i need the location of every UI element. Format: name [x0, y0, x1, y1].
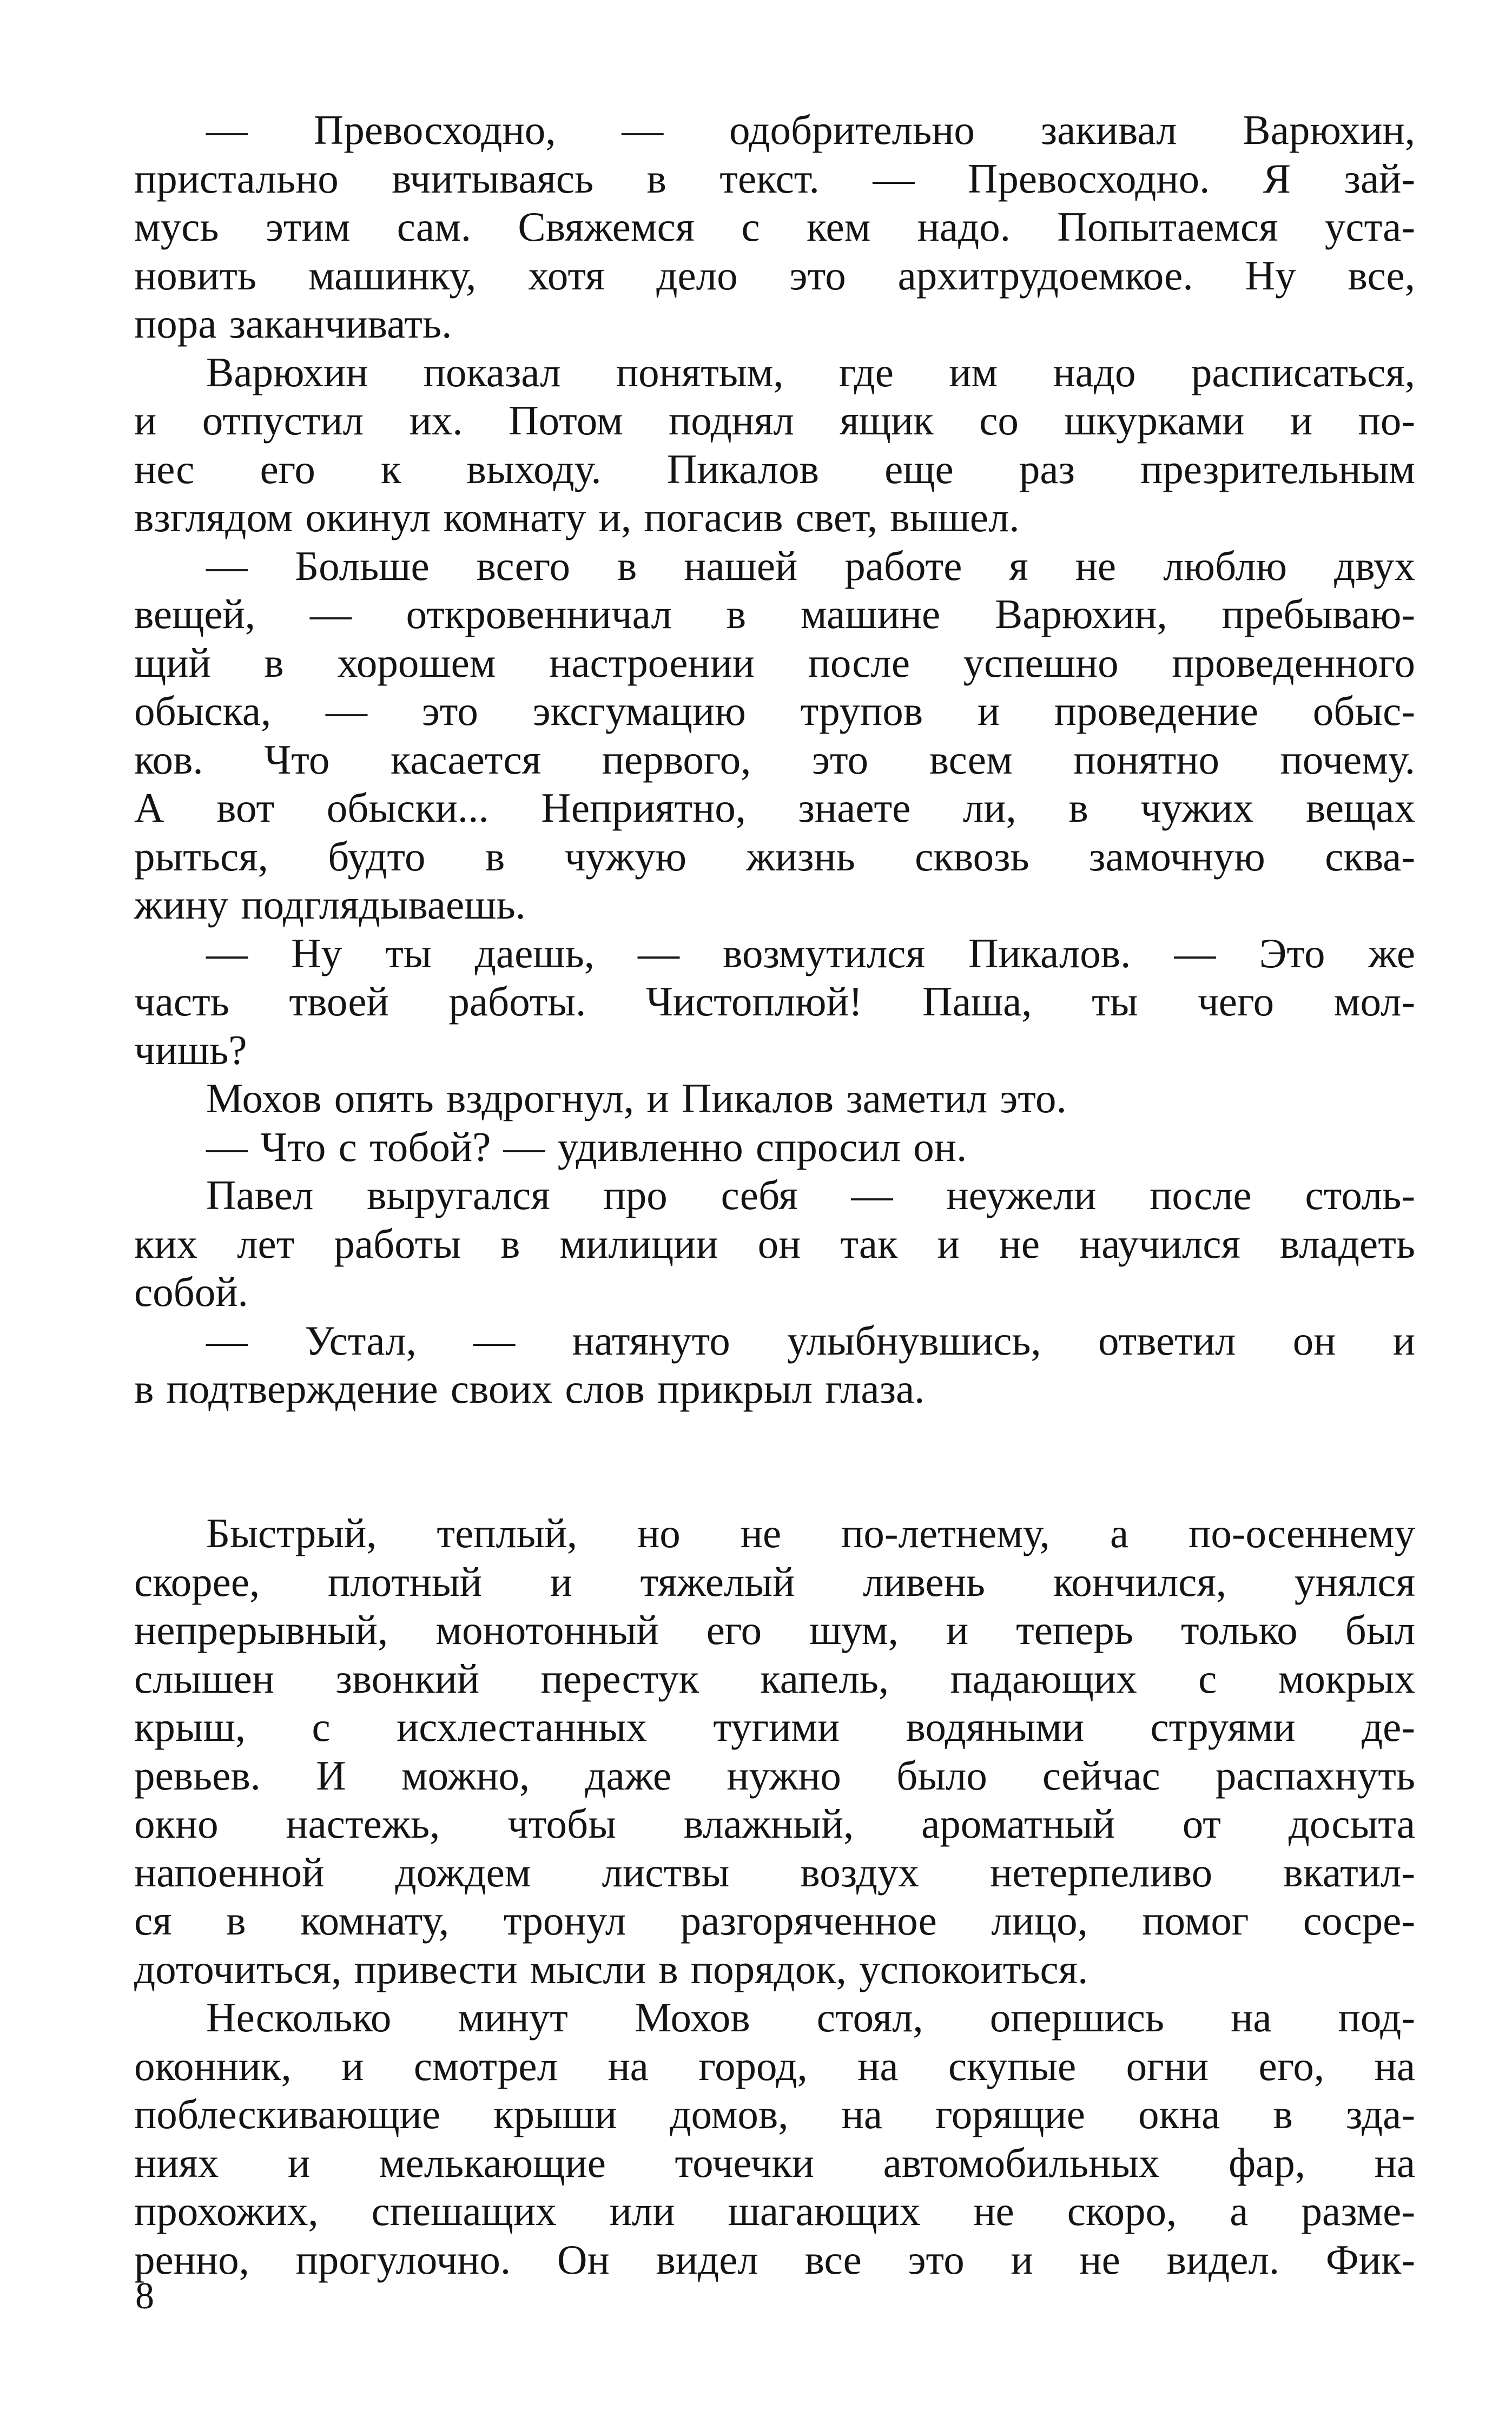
- text-line: пристально вчитываясь в текст. — Превосходно. Я зай-: [134, 155, 1415, 202]
- text-line: ренно, прогулочно. Он видел все это и не видел. Фик-: [134, 2236, 1415, 2283]
- text-line: ниях и мелькающие точечки автомобильных фар, на: [134, 2139, 1415, 2186]
- text-line: слышен звонкий перестук капель, падающих с мокрых: [134, 1655, 1415, 1702]
- text-line: А вот обыски... Неприятно, знаете ли, в чужих вещах: [134, 784, 1415, 831]
- text-line: доточиться, привести мысли в порядок, успокоиться.: [134, 1945, 1088, 1992]
- text-line: ся в комнату, тронул разгоряченное лицо, помог сосре-: [134, 1897, 1415, 1944]
- text-line: крыш, с исхлестанных тугими водяными струями де-: [134, 1704, 1415, 1750]
- text-line: в подтверждение своих слов прикрыл глаза.: [134, 1365, 925, 1412]
- text-line: Павел выругался про себя — неужели после столь-: [206, 1172, 1415, 1218]
- text-line: нес его к выходу. Пикалов еще раз презрительным: [134, 445, 1415, 492]
- text-line: напоенной дождем листвы воздух нетерпеливо вкатил-: [134, 1848, 1415, 1896]
- text-line: Несколько минут Мохов стоял, опершись на под-: [206, 1994, 1415, 2041]
- text-line: Варюхин показал понятым, где им надо расписаться,: [206, 348, 1415, 395]
- page-number: 8: [135, 2275, 154, 2317]
- text-line: оконник, и смотрел на город, на скупые огни его, на: [134, 2042, 1415, 2089]
- text-line: новить машинку, хотя дело это архитрудоемкое. Ну все,: [134, 252, 1415, 299]
- text-line: мусь этим сам. Свяжемся с кем надо. Попытаемся уста-: [134, 203, 1415, 250]
- text-line: ких лет работы в милиции он так и не научился владеть: [134, 1220, 1415, 1267]
- text-line: пора заканчивать.: [134, 300, 452, 347]
- text-line: Быстрый, теплый, но не по-летнему, а по-осеннему: [206, 1510, 1415, 1556]
- text-line: часть твоей работы. Чистоплюй! Паша, ты чего мол-: [134, 978, 1415, 1025]
- text-line: — Устал, — натянуто улыбнувшись, ответил он и: [206, 1317, 1415, 1364]
- text-section-one: [134, 106, 1415, 1414]
- text-section-two: [134, 1509, 1415, 2284]
- text-line: обыска, — это эксгумацию трупов и проведение обыс-: [134, 688, 1415, 734]
- text-line: Мохов опять вздрогнул, и Пикалов заметил это.: [206, 1075, 1067, 1121]
- text-line: прохожих, спешащих или шагающих не скоро, а разме-: [134, 2188, 1415, 2234]
- text-line: непрерывный, монотонный его шум, и теперь только был: [134, 1607, 1415, 1653]
- text-line: скорее, плотный и тяжелый ливень кончился, унялся: [134, 1558, 1415, 1605]
- text-line: и отпустил их. Потом поднял ящик со шкурками и по-: [134, 397, 1415, 444]
- text-line: рыться, будто в чужую жизнь сквозь замочную сква-: [134, 833, 1415, 880]
- text-line: собой.: [134, 1269, 248, 1315]
- text-line: — Превосходно, — одобрительно закивал Варюхин,: [206, 107, 1415, 153]
- text-line: жину подглядываешь.: [134, 881, 526, 928]
- text-line: щий в хорошем настроении после успешно проведенного: [134, 639, 1415, 686]
- text-line: — Больше всего в нашей работе я не люблю двух: [206, 542, 1415, 589]
- text-line: ков. Что касается первого, это всем понятно почему.: [134, 736, 1415, 783]
- text-line: — Что с тобой? — удивленно спросил он.: [206, 1123, 967, 1170]
- text-line: вещей, — откровенничал в машине Варюхин, пребываю-: [134, 591, 1415, 637]
- text-line: окно настежь, чтобы влажный, ароматный от досыта: [134, 1800, 1415, 1847]
- text-line: взглядом окинул комнату и, погасив свет, вышел.: [134, 494, 1020, 540]
- text-line: поблескивающие крыши домов, на горящие окна в зда-: [134, 2091, 1415, 2137]
- text-line: ревьев. И можно, даже нужно было сейчас распахнуть: [134, 1752, 1415, 1799]
- text-line: — Ну ты даешь, — возмутился Пикалов. — Это же: [206, 929, 1415, 976]
- text-line: чишь?: [134, 1026, 247, 1073]
